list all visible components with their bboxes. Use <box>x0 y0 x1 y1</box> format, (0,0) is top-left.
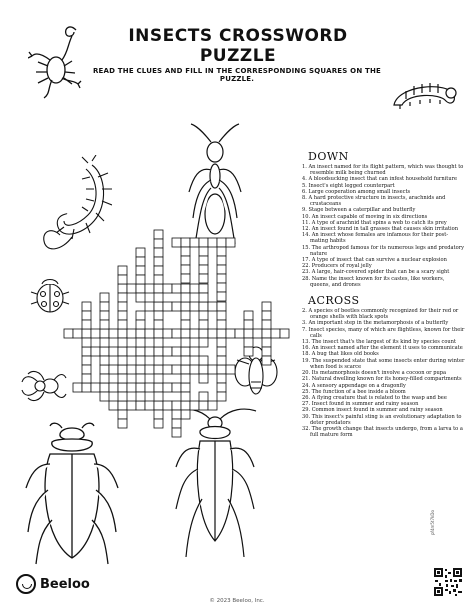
across-clue: 29. Common insect found in summer and rainy season <box>302 407 443 414</box>
down-clue: 28. Name the insect known for its castes, like workers, queens, and drones <box>302 275 445 288</box>
across-clue: 25. The function of a bee inside a bloom <box>302 388 406 395</box>
down-clue: 14. An insect whose females are infamous for their post-mating habits <box>302 232 449 245</box>
down-clue: 4. A bloodsucking insect that can infest household furniture <box>302 176 458 183</box>
brand-name: Beeloo <box>40 576 90 592</box>
down-clue: 10. An insect capable of moving in six directions <box>302 213 428 220</box>
down-clue: 17. A type of insect that can survive a nuclear explosion <box>302 257 447 264</box>
across-heading: ACROSS <box>308 294 360 308</box>
across-clue: 21. Natural dwelling known for its honey-filled compartments <box>302 376 462 383</box>
down-heading: DOWN <box>308 150 349 163</box>
copyright-text: © 2023 Beeloo, Inc. <box>209 598 265 604</box>
across-clue: 2. A species of beetles commonly recognized for their red or orange shells with black spots <box>302 308 459 321</box>
across-clue-list <box>300 308 466 438</box>
across-clue: 26. A flying creature that is related to the wasp and bee <box>302 394 447 401</box>
smile-icon <box>16 574 36 594</box>
down-clue: 23. A large, hair-covered spider that can be a scary sight <box>302 269 450 276</box>
across-clue: 16. An insect named after the element it uses to communicate <box>302 345 463 352</box>
page-subtitle: READ THE CLUES AND FILL IN THE CORRESPONDING SQUARES ON THE PUZZLE. <box>92 67 382 83</box>
down-clue: 11. A type of arachnid that spins a web to catch its prey <box>302 219 447 226</box>
across-clue: 32. The growth change that insects undergo, from a larva to a full mature form <box>302 425 463 439</box>
across-clue: 20. Its metamorphosis doesn't involve a cocoon or pupa <box>302 370 447 377</box>
down-clue: 12. An insect found in tall grasses that causes skin irritation <box>302 226 458 233</box>
across-clue: 13. The insect that's the largest of its kind by species count <box>302 339 457 346</box>
down-clue: 22. Producers of royal jelly <box>302 263 372 270</box>
across-word-row1 <box>172 238 235 247</box>
across-clue: 7. Insect species, many of which are flightless, known for their calls <box>302 326 465 339</box>
down-clue: 9. Stage between a caterpillar and butterfly <box>302 207 416 214</box>
down-clue-list <box>300 164 466 288</box>
page-title: INSECTS CROSSWORD PUZZLE <box>128 26 348 66</box>
across-clue: 27. Insect found in summer and rainy season <box>302 401 419 408</box>
across-clue: 18. A bug that likes old books <box>302 351 379 358</box>
item-code: pf4m5t7kDo <box>430 510 435 535</box>
qr-code-icon[interactable] <box>433 567 463 597</box>
across-clue: 3. An important step in the metamorphosis of a butterfly <box>302 320 449 327</box>
across-clue: 30. This insect's painful sting is an evolutionary adaptation to deter predators <box>302 413 462 426</box>
across-clue: 24. A sensory appendage on a dragonfly <box>302 382 406 389</box>
across-clue: 19. The suspended state that some insects enter during winter when food is scarce <box>302 357 465 370</box>
brand-logo[interactable] <box>16 574 90 594</box>
down-clue: 6. Large cooperation among small insects <box>302 188 411 195</box>
down-clue: 5. Insect's eight legged counterpart <box>302 182 395 189</box>
down-clue: 1. An insect named for its flight pattern, which was thought to resemble milk being churned <box>302 164 464 177</box>
down-clue: 15. The arthropod famous for its numerous legs and predatory nature <box>302 244 464 257</box>
clues-panel <box>300 150 466 438</box>
down-clue: 8. A hard protective structure in insects, arachnids and crustaceans <box>302 195 446 208</box>
